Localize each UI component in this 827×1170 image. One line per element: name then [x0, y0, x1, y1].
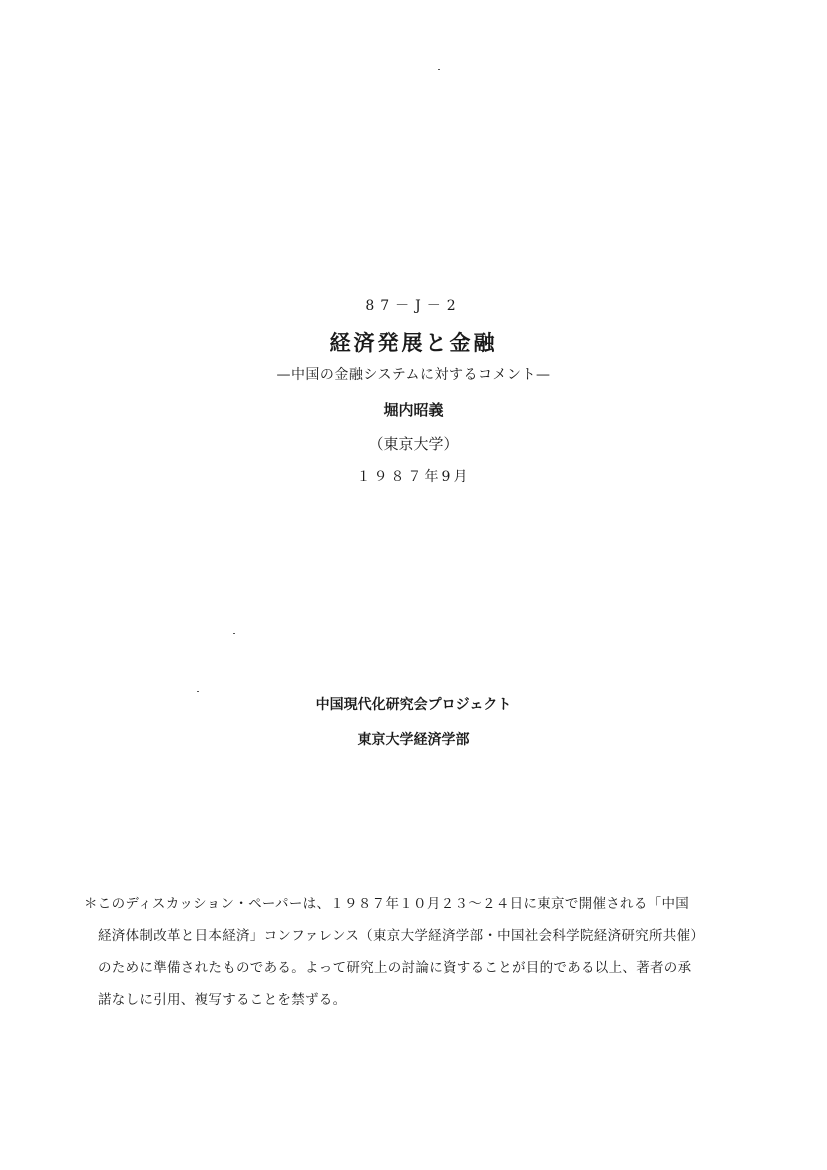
scan-speck: [438, 69, 440, 70]
scan-speck: [197, 691, 199, 692]
footnote: [84, 888, 754, 1016]
project-name: 中国現代化研究会プロジェクト: [315, 697, 512, 713]
scan-speck: [233, 633, 235, 634]
document-subtitle: —中国の金融システムに対するコメント—: [276, 367, 551, 383]
author-name: 堀内昭義: [383, 401, 444, 419]
footnote-line: ＊このディスカッション・ペーパーは、１９８７年１０月２３～２４日に東京で開催される「中国: [84, 896, 690, 912]
paper-number: 87－J－2: [365, 298, 462, 314]
footnote-line: 諾なしに引用、複写することを禁ずる。: [98, 992, 347, 1008]
footnote-line: 経済体制改革と日本経済」コンファレンス（東京大学経済学部・中国社会科学院経済研究所共催）: [98, 928, 705, 944]
footnote-line: のために準備されたものである。よって研究上の討論に資することが目的である以上、著者の承: [98, 960, 692, 976]
publication-date: １９８７年9月: [356, 469, 471, 485]
document-title: 経済発展と金融: [329, 330, 498, 355]
faculty-name: 東京大学経済学部: [357, 732, 470, 748]
author-affiliation: （東京大学）: [368, 435, 459, 453]
